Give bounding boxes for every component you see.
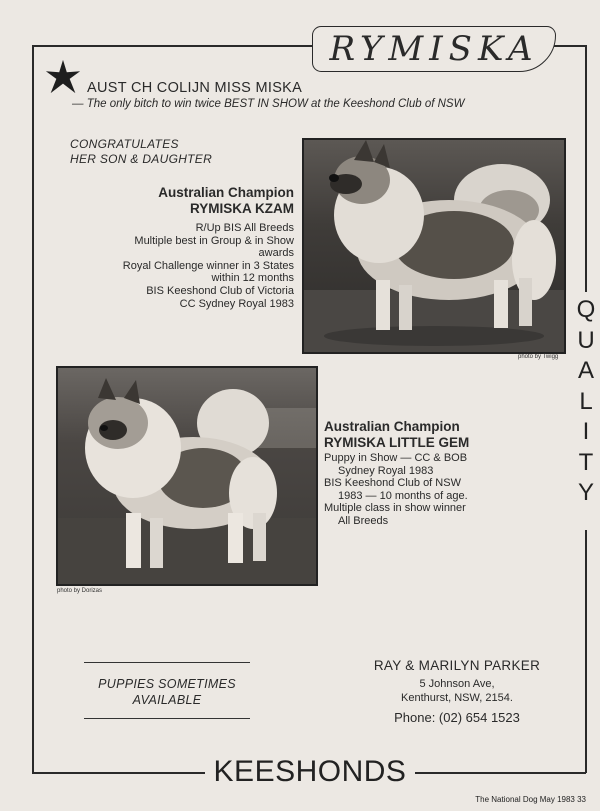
page-footer: The National Dog May 1983 33 [475,795,586,804]
dog1-photo-credit: photo by Twigg [518,354,559,360]
frame-right-top [585,45,587,292]
phone-number: Phone: (02) 654 1523 [394,710,520,725]
address-line-1: 5 Johnson Ave, [419,678,495,690]
dog2-photo-credit: photo by Dorizas [57,588,103,594]
dog2-achievements: Puppy in Show — CC & BOB Sydney Royal 1983 BIS Keeshond Club of NSW 1983 — 10 months of age. Multiple class in show winner All Breeds [324,452,468,527]
puppies-notice: PUPPIES SOMETIMES AVAILABLE [98,677,236,707]
frame-top-left [32,45,312,47]
puppies-top-rule [84,662,250,663]
dog1-heading: Australian Champion RYMISKA KZAM [158,185,294,216]
keeshond-puppy-illustration [58,368,316,584]
frame-bottom-left [32,772,208,774]
congrats-text: CONGRATULATES HER SON & DAUGHTER [70,137,213,166]
address-line-2: Kenthurst, NSW, 2154. [401,692,513,704]
frame-left [32,45,34,773]
dog2-heading: Australian Champion RYMISKA LITTLE GEM [324,419,470,450]
intro-subtitle: — The only bitch to win twice BEST IN SHOW at the Keeshond Club of NSW [72,98,465,110]
frame-bottom-right [412,772,586,774]
dog2-photo [56,366,318,586]
keeshond-illustration [304,140,564,352]
intro-title: AUST CH COLIJN MISS MISKA [87,80,303,96]
star-icon [44,58,82,96]
dog1-achievements: R/Up BIS All Breeds Multiple best in Group & in Show awards Royal Challenge winner in 3 States within 12 months BIS Keeshond Club of Victoria CC Sydney Royal 1983 [122,222,294,310]
puppies-bottom-rule [84,718,250,719]
owner-names: RAY & MARILYN PARKER [373,658,541,673]
breed-title: KEESHONDS [205,755,415,789]
brand-logo [312,26,556,72]
frame-top-right [554,45,586,47]
dog1-photo [302,138,566,354]
quality-vertical-text: Q U A L I T Y [576,296,596,506]
brand-name: RYMISKA [329,29,539,69]
frame-right-bottom [585,530,587,773]
